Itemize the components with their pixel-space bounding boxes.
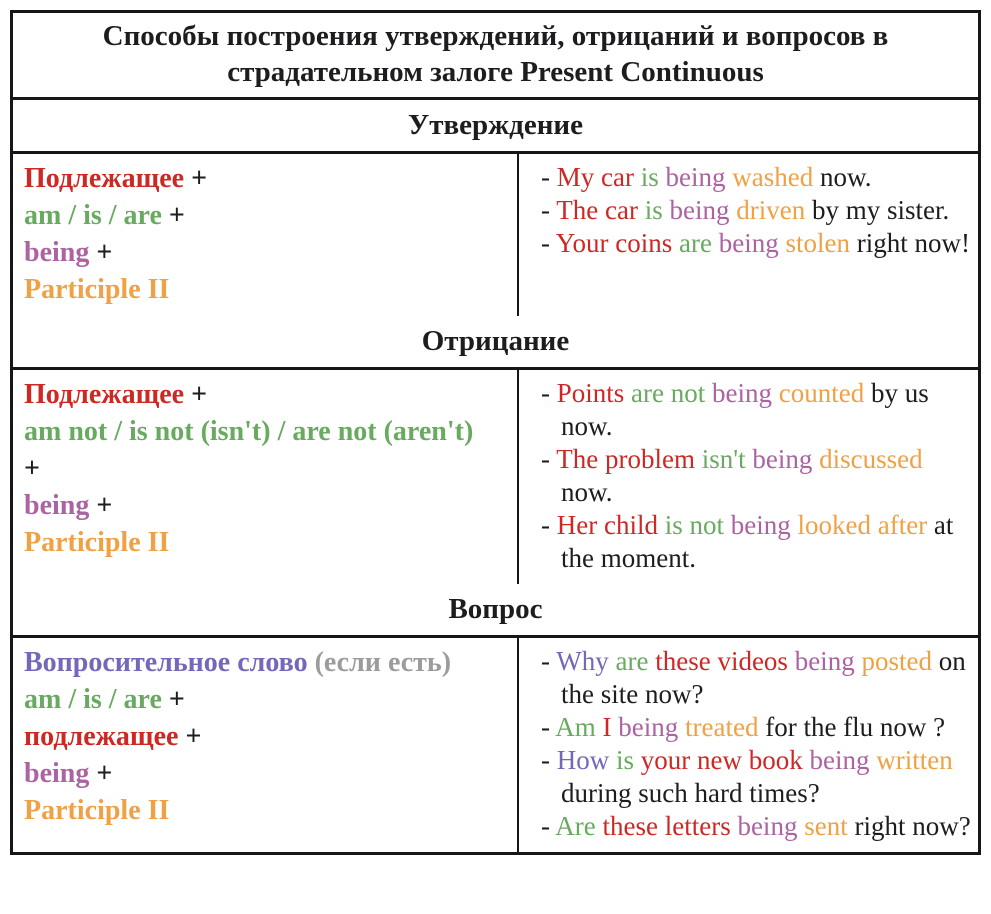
example-segment: being bbox=[669, 195, 730, 225]
formula-line bbox=[24, 450, 509, 487]
bullet-dash: - bbox=[541, 712, 550, 742]
example-segment: is bbox=[640, 162, 659, 192]
example-segment: being bbox=[665, 162, 726, 192]
example-segment: at the moment. bbox=[561, 510, 954, 573]
formula-segment: being bbox=[24, 237, 90, 268]
example-segment: during such hard times? bbox=[561, 778, 820, 808]
example-segment: these letters bbox=[602, 811, 731, 841]
example-segment: being bbox=[809, 745, 870, 775]
formula-segment: + bbox=[191, 163, 208, 194]
example-item bbox=[528, 443, 974, 509]
example-segment: now. bbox=[819, 162, 872, 192]
formula-segment: being bbox=[24, 490, 90, 521]
formula-segment: + bbox=[168, 684, 185, 715]
example-item bbox=[528, 377, 974, 443]
formula-segment: am / is / are bbox=[24, 684, 162, 715]
formula-line bbox=[24, 376, 509, 413]
formula-line bbox=[24, 197, 509, 234]
content-row bbox=[13, 638, 978, 852]
formula-segment: + bbox=[96, 490, 113, 521]
example-segment: The problem bbox=[556, 444, 695, 474]
formula-segment: Вопросительное слово bbox=[24, 647, 308, 678]
example-segment: stolen bbox=[785, 228, 850, 258]
formula-segment: Participle II bbox=[24, 527, 170, 558]
grammar-table bbox=[10, 10, 981, 855]
example-item bbox=[528, 194, 974, 227]
formula-segment: + bbox=[168, 200, 185, 231]
bullet-dash: - bbox=[541, 444, 550, 474]
formula-segment: Participle II bbox=[24, 795, 170, 826]
example-segment: Your coins bbox=[555, 228, 673, 258]
example-segment: being bbox=[794, 646, 855, 676]
examples-cell bbox=[519, 370, 978, 584]
example-segment: these videos bbox=[655, 646, 788, 676]
bullet-dash: - bbox=[541, 811, 550, 841]
example-segment: being bbox=[730, 510, 791, 540]
example-item bbox=[528, 227, 974, 260]
formula-segment: + bbox=[96, 237, 113, 268]
bullet-dash: - bbox=[541, 162, 550, 192]
example-segment: for the flu now ? bbox=[765, 712, 946, 742]
example-segment: isn't bbox=[701, 444, 746, 474]
examples-cell bbox=[519, 638, 978, 852]
example-segment: The car bbox=[556, 195, 638, 225]
formula-segment: + bbox=[191, 379, 208, 410]
example-segment: discussed bbox=[819, 444, 923, 474]
formula-segment: подлежащее bbox=[24, 721, 179, 752]
example-segment: on the site now? bbox=[561, 646, 966, 709]
example-segment: your new book bbox=[640, 745, 803, 775]
formula-line bbox=[24, 160, 509, 197]
table-title-row bbox=[13, 13, 978, 100]
sections-container bbox=[13, 100, 978, 852]
section bbox=[13, 316, 978, 584]
formula-line bbox=[24, 644, 509, 681]
formula-segment: am / is / are bbox=[24, 200, 162, 231]
example-segment: treated bbox=[685, 712, 759, 742]
example-segment: being bbox=[618, 712, 679, 742]
example-segment: Am bbox=[555, 712, 596, 742]
example-segment: is bbox=[616, 745, 635, 775]
table-title: Способы построения утверждений, отрицаний и вопросов в страдательном залоге Present Continuous bbox=[102, 20, 889, 88]
example-segment: sent bbox=[804, 811, 848, 841]
formula-segment: + bbox=[24, 453, 40, 484]
example-segment: are bbox=[615, 646, 649, 676]
example-segment: being bbox=[712, 378, 772, 408]
content-row bbox=[13, 154, 978, 316]
formula-segment: + bbox=[185, 721, 202, 752]
section-heading: Утверждение bbox=[407, 109, 584, 141]
example-segment: is not bbox=[664, 510, 724, 540]
formula-segment: Подлежащее bbox=[24, 163, 185, 194]
formula-line bbox=[24, 681, 509, 718]
section bbox=[13, 584, 978, 852]
example-segment: by us now. bbox=[561, 378, 929, 441]
formula-segment: + bbox=[96, 758, 113, 789]
formula-line bbox=[24, 271, 509, 308]
example-segment: right now! bbox=[856, 228, 970, 258]
formula-line bbox=[24, 234, 509, 271]
formula-line bbox=[24, 487, 509, 524]
example-segment: counted bbox=[778, 378, 865, 408]
example-segment: driven bbox=[736, 195, 806, 225]
formula-segment: being bbox=[24, 758, 90, 789]
section-heading: Вопрос bbox=[448, 593, 543, 625]
examples-cell bbox=[519, 154, 978, 316]
example-segment: Points bbox=[556, 378, 625, 408]
section-heading-row bbox=[13, 584, 978, 638]
example-item bbox=[528, 744, 974, 810]
example-segment: Her child bbox=[556, 510, 658, 540]
example-item bbox=[528, 711, 974, 744]
example-segment: right now? bbox=[854, 811, 971, 841]
example-item bbox=[528, 645, 974, 711]
example-item bbox=[528, 161, 974, 194]
example-segment: I bbox=[602, 712, 612, 742]
example-segment: washed bbox=[732, 162, 814, 192]
example-segment: Why bbox=[556, 646, 609, 676]
example-item bbox=[528, 810, 974, 843]
example-segment: is bbox=[644, 195, 663, 225]
bullet-dash: - bbox=[541, 745, 550, 775]
example-segment: looked after bbox=[797, 510, 928, 540]
section-heading-row bbox=[13, 316, 978, 370]
formula-line bbox=[24, 718, 509, 755]
example-segment: written bbox=[876, 745, 953, 775]
bullet-dash: - bbox=[541, 378, 550, 408]
example-item bbox=[528, 509, 974, 575]
example-segment: Are bbox=[555, 811, 596, 841]
formula-cell bbox=[13, 370, 519, 584]
formula-segment: Подлежащее bbox=[24, 379, 185, 410]
example-segment: being bbox=[718, 228, 779, 258]
formula-line bbox=[24, 524, 509, 561]
bullet-dash: - bbox=[541, 228, 550, 258]
formula-cell bbox=[13, 154, 519, 316]
bullet-dash: - bbox=[541, 195, 550, 225]
formula-line bbox=[24, 755, 509, 792]
section bbox=[13, 100, 978, 316]
content-row bbox=[13, 370, 978, 584]
section-heading-row bbox=[13, 100, 978, 154]
example-segment: are not bbox=[631, 378, 706, 408]
example-segment: are bbox=[679, 228, 712, 258]
example-segment: now. bbox=[561, 477, 613, 507]
formula-line bbox=[24, 413, 509, 450]
bullet-dash: - bbox=[541, 646, 550, 676]
example-segment: being bbox=[737, 811, 798, 841]
example-segment: being bbox=[752, 444, 813, 474]
section-heading: Отрицание bbox=[421, 325, 570, 357]
formula-cell bbox=[13, 638, 519, 852]
bullet-dash: - bbox=[541, 510, 550, 540]
formula-segment: Participle II bbox=[24, 274, 170, 305]
formula-segment: (если есть) bbox=[314, 647, 452, 678]
example-segment: How bbox=[556, 745, 610, 775]
example-segment: by my sister. bbox=[811, 195, 950, 225]
example-segment: posted bbox=[861, 646, 932, 676]
formula-line bbox=[24, 792, 509, 829]
example-segment: My car bbox=[556, 162, 634, 192]
formula-segment: am not / is not (isn't) / are not (aren't) bbox=[24, 416, 474, 447]
